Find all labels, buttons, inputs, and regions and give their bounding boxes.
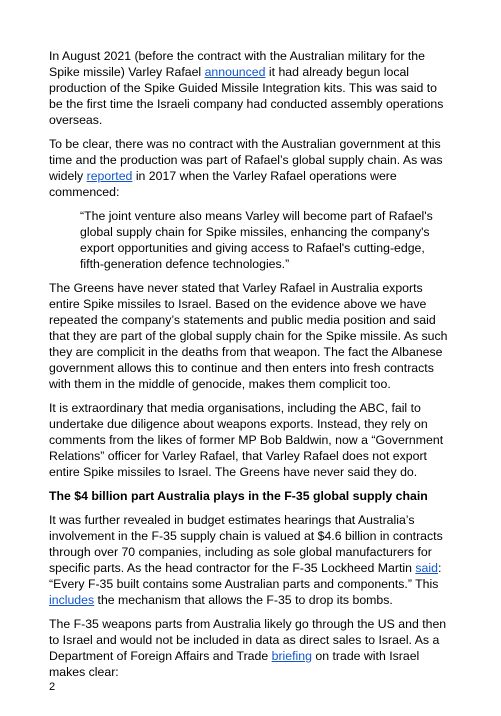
- paragraph-text: the mechanism that allows the F-35 to drop its bombs.: [94, 593, 393, 607]
- paragraph-text: on trade with Israel makes clear:: [49, 649, 420, 679]
- reported-link[interactable]: reported: [86, 169, 133, 183]
- paragraph-global-supply-chain: [49, 136, 451, 200]
- paragraph-text: It was further revealed in budget estimates hearings that Australia’s involvement in the F-35 supply chain is valued at $4.6 billion in contracts through over 70 companies, including as sole global manufacturers for specific parts. As the head contractor for the F-35 Lockheed Martin: [49, 513, 443, 575]
- paragraph-text: To be clear, there was no contract with the Australian government at this time and the production was part of Rafael’s global supply chain. As was widely: [49, 137, 443, 183]
- paragraph-f35-weapons-parts: [49, 616, 451, 680]
- briefing-link[interactable]: briefing: [271, 649, 312, 663]
- paragraph-spike-production: [49, 48, 451, 128]
- paragraph-f35-supply-chain: [49, 512, 451, 608]
- page-number: 2: [49, 681, 56, 693]
- includes-link[interactable]: includes: [49, 593, 95, 607]
- announced-link[interactable]: announced: [204, 65, 266, 79]
- paragraph-text: In August 2021 (before the contract with the Australian military for the Spike missile) Varley Rafael: [49, 49, 425, 79]
- said-link[interactable]: said: [415, 561, 438, 575]
- paragraph-greens-position: The Greens have never stated that Varley Rafael in Australia exports entire Spike missiles to Israel. Based on the evidence above we have repeated the company’s statements and public media position and said that they are part of the global supply chain for the Spike missile. As such they are complicit in the deaths from that weapon. The fact the Albanese government allows this to continue and then enters into fresh contracts with them in the middle of genocide, makes them complicit too.: [49, 281, 448, 391]
- paragraph-media-due-diligence: It is extraordinary that media organisations, including the ABC, fail to undertake due diligence about weapons exports. Instead, they rely on comments from the likes of former MP Bob Baldwin, now a “Government Relations” officer for Varley Rafael, that Varley Rafael does not export entire Spike missiles to Israel. The Greens have never said they do.: [49, 401, 444, 479]
- paragraph-text: it had already begun local production of the Spike Guided Missile Integration kits. This was said to be the first time the Israeli company had conducted assembly operations overseas.: [49, 65, 444, 127]
- section-heading-f35: The $4 billion part Australia plays in the F-35 global supply chain: [49, 489, 428, 503]
- document-body: [49, 48, 451, 688]
- paragraph-text: in 2017 when the Varley Rafael operations were commenced:: [49, 169, 397, 199]
- paragraph-text: : “Every F-35 built contains some Australian parts and components.” This: [49, 561, 442, 591]
- paragraph-text: The F-35 weapons parts from Australia likely go through the US and then to Israel and would not be included in data as direct sales to Israel. As a Department of Foreign Affairs and Trade: [49, 617, 447, 663]
- block-quote: “The joint venture also means Varley will become part of Rafael's global supply chain for Spike missiles, enhancing the company's export opportunities and giving access to Rafael's cutting-edge, fifth-generation defence technologies.”: [80, 209, 433, 271]
